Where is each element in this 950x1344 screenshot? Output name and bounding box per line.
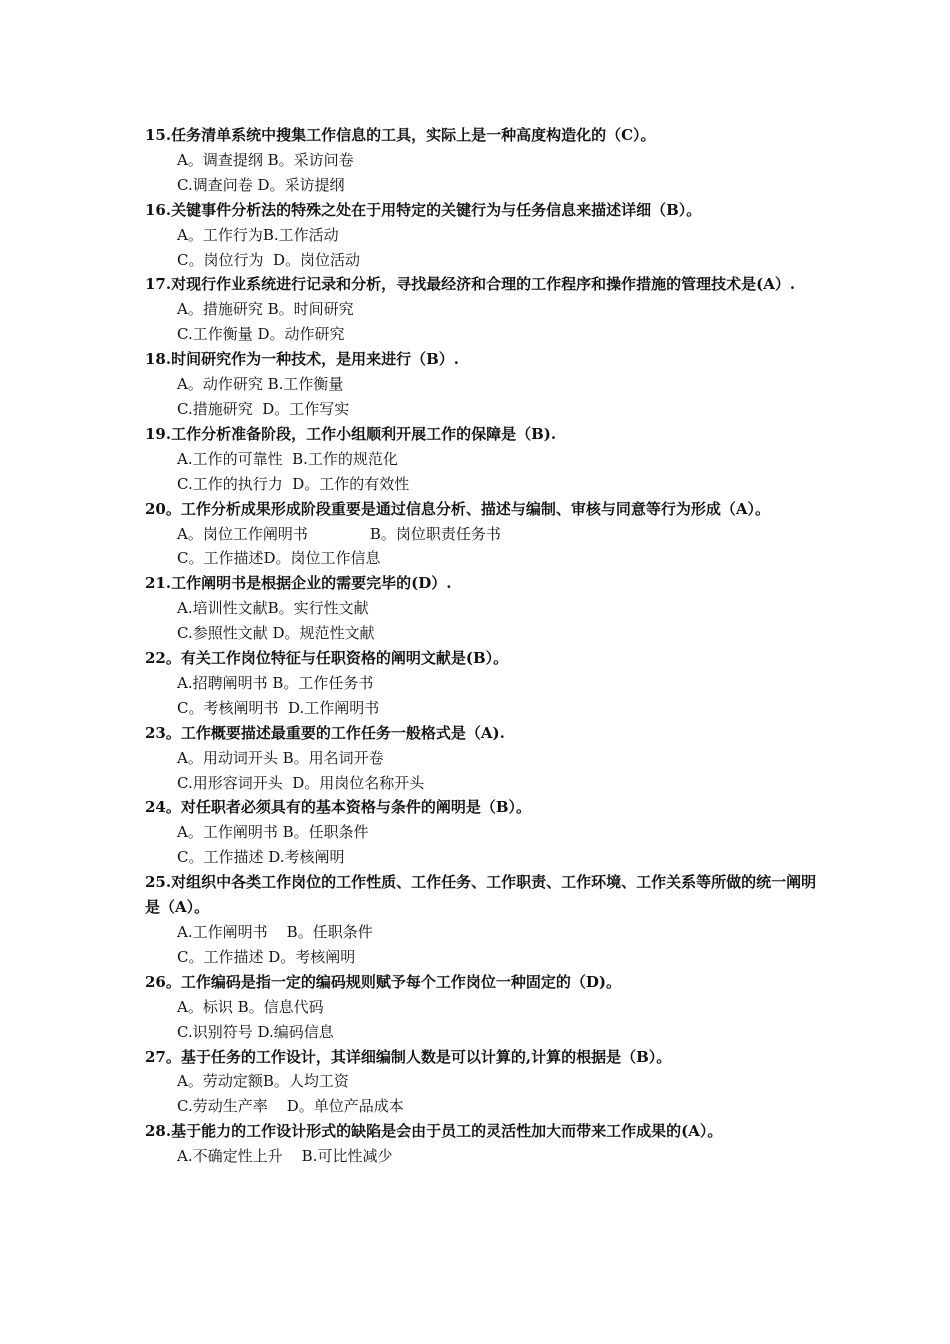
question-text: 19.工作分析准备阶段，工作小组顺利开展工作的保障是（B).: [145, 424, 557, 443]
question-text: 15.任务清单系统中搜集工作信息的工具，实际上是一种高度构造化的（C）。: [145, 126, 656, 144]
answer-options: C.工作衡量 D。动作研究: [177, 325, 345, 344]
answer-options: C.措施研究 D。工作写实: [177, 399, 350, 418]
answer-options: A.工作的可靠性 B.工作的规范化: [177, 449, 398, 468]
answer-options: A。工作阐明书 B。任职条件: [177, 823, 369, 842]
question-text: 16.关键事件分析法的特殊之处在于用特定的关键行为与任务信息来描述详细（B）。: [145, 200, 702, 219]
answer-options: C。工作描述 D。考核阐明: [177, 947, 356, 966]
question-text: 20。工作分析成果形成阶段重要是通过信息分析、描述与编制、审核与同意等行为形成（A）。: [145, 499, 771, 518]
answer-options: A.工作阐明书 B。任职条件: [177, 923, 373, 941]
question-text: 21.工作阐明书是根据企业的需要完毕的(D）.: [145, 574, 452, 593]
question-text: 17.对现行作业系统进行记录和分析，寻找最经济和合理的工作程序和操作措施的管理技术是(A）.: [145, 275, 796, 294]
answer-options: A。标识 B。信息代码: [177, 997, 324, 1016]
answer-options: C。工作描述 D.考核阐明: [177, 848, 345, 867]
question-text: 23。工作概要描述最重要的工作任务一般格式是（A).: [145, 723, 505, 742]
answer-options: C。工作描述D。岗位工作信息: [177, 549, 381, 568]
answer-options: C.劳动生产率 D。单位产品成本: [177, 1097, 404, 1116]
answer-options: C。考核阐明书 D.工作阐明书: [177, 698, 380, 717]
question-text: 22。有关工作岗位特征与任职资格的阐明文献是(B）。: [145, 649, 509, 668]
answer-options: C。岗位行为 D。岗位活动: [177, 250, 361, 269]
question-text: 24。对任职者必须具有的基本资格与条件的阐明是（B）。: [145, 798, 532, 817]
answer-options: A。措施研究 B。时间研究: [177, 300, 354, 319]
answer-options: A.招聘阐明书 B。工作任务书: [177, 673, 374, 692]
answer-options: A.不确定性上升 B.可比性减少: [177, 1147, 393, 1166]
answer-options: A。动作研究 B.工作衡量: [177, 375, 344, 394]
question-text: 18.时间研究作为一种技术，是用来进行（B）.: [145, 350, 459, 369]
answer-options: C.调查问卷 D。采访提纲: [177, 175, 345, 194]
answer-options: C.工作的执行力 D。工作的有效性: [177, 474, 410, 493]
answer-options: A。岗位工作阐明书 B。岗位职责任务书: [177, 524, 501, 543]
question-text: 28.基于能力的工作设计形式的缺陷是会由于员工的灵活性加大而带来工作成果的(A）。: [145, 1122, 723, 1141]
answer-options: A。劳动定额B。人均工资: [177, 1072, 349, 1091]
answer-options: A。调查提纲 B。采访问卷: [177, 150, 354, 169]
answer-options: C.用形容词开头 D。用岗位名称开头: [177, 773, 425, 792]
question-text: 25.对组织中各类工作岗位的工作性质、工作任务、工作职责、工作环境、工作关系等所做的统一阐明是（A）。: [145, 873, 817, 917]
answer-options: A。用动词开头 B。用名词开卷: [177, 748, 384, 767]
answer-options: A.培训性文献B。实行性文献: [177, 599, 369, 618]
question-list: [145, 123, 825, 1169]
answer-options: A。工作行为B.工作活动: [177, 225, 339, 244]
answer-options: C.识别符号 D.编码信息: [177, 1022, 334, 1041]
answer-options: C.参照性文献 D。规范性文献: [177, 624, 375, 643]
question-text: 27。基于任务的工作设计，其详细编制人数是可以计算的,计算的根据是（B）。: [145, 1047, 672, 1066]
question-text: 26。工作编码是指一定的编码规则赋予每个工作岗位一种固定的（D)。: [145, 972, 621, 991]
